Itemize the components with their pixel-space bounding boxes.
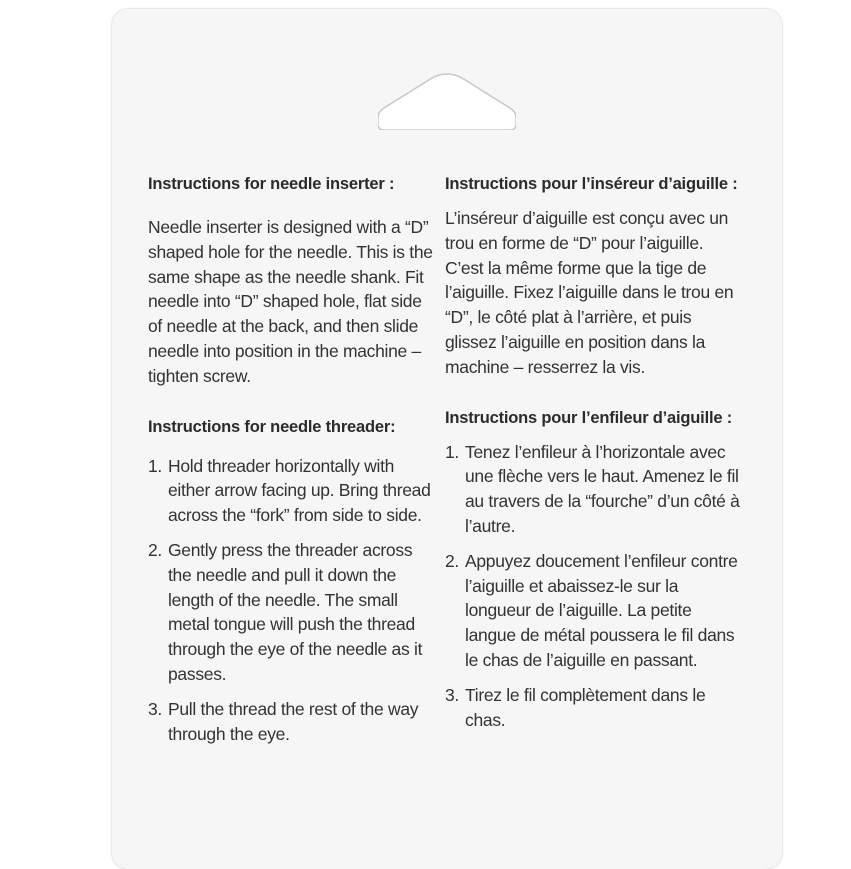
- step-1-fr: [445, 440, 745, 539]
- step-3-fr: [445, 683, 745, 733]
- inserter-heading-en: Instructions for needle inserter :: [148, 175, 395, 193]
- inserter-text-en: Needle inserter is designed with a “D” shaped hole for the needle. This is the same shape as the needle shank. Fit needle into “D” shaped hole, flat side of needle at the back, and then slide needle into position in the machine – tighten screw.: [148, 217, 433, 386]
- english-column: [148, 172, 438, 746]
- step-number: 1.: [148, 455, 162, 476]
- step-2-fr: [445, 549, 745, 673]
- step-3-en: [148, 697, 438, 747]
- step-number: 3.: [148, 698, 162, 719]
- french-column: [445, 172, 745, 732]
- step-text: Pull the thread the rest of the way through the eye.: [168, 698, 419, 744]
- step-number: 2.: [445, 550, 459, 571]
- step-number: 2.: [148, 539, 162, 560]
- threader-steps-en: [148, 454, 438, 747]
- step-text: Appuyez doucement l’enfileur contre l’aiguille et abaissez-le sur la longueur de l’aiguille. La petite langue de métal poussera le fil dans le chas de l’aiguille en passant.: [465, 550, 738, 670]
- inserter-text-fr: L’inséreur d’aiguille est conçu avec un trou en forme de “D” pour l’aiguille. C’est la même forme que la tige de l’aiguille. Fixez l’aiguille dans le trou en “D”, le côté plat à l’arrière, et puis glissez l’aiguille en position dans la machine – resserrez la vis.: [445, 208, 734, 377]
- step-1-en: [148, 454, 438, 528]
- step-2-en: [148, 538, 438, 687]
- hang-hole: [378, 72, 516, 130]
- instruction-card: [112, 9, 782, 869]
- step-text: Gently press the threader across the needle and pull it down the length of the needle. The small metal tongue will push the thread through the eye of the needle as it passes.: [168, 539, 423, 684]
- threader-heading-fr: Instructions pour l’enfileur d’aiguille :: [445, 408, 732, 427]
- step-number: 1.: [445, 441, 459, 462]
- step-text: Hold threader horizontally with either arrow facing up. Bring thread across the “fork” from side to side.: [168, 455, 431, 526]
- threader-steps-fr: [445, 440, 745, 733]
- step-text: Tirez le fil complètement dans le chas.: [465, 684, 706, 730]
- threader-heading-en: Instructions for needle threader:: [148, 417, 396, 436]
- inserter-heading-fr: Instructions pour l’inséreur d’aiguille :: [445, 175, 738, 193]
- step-number: 3.: [445, 684, 459, 705]
- step-text: Tenez l’enfileur à l’horizontale avec une flèche vers le haut. Amenez le fil au travers de la “fourche” d’un côté à l’autre.: [465, 441, 740, 536]
